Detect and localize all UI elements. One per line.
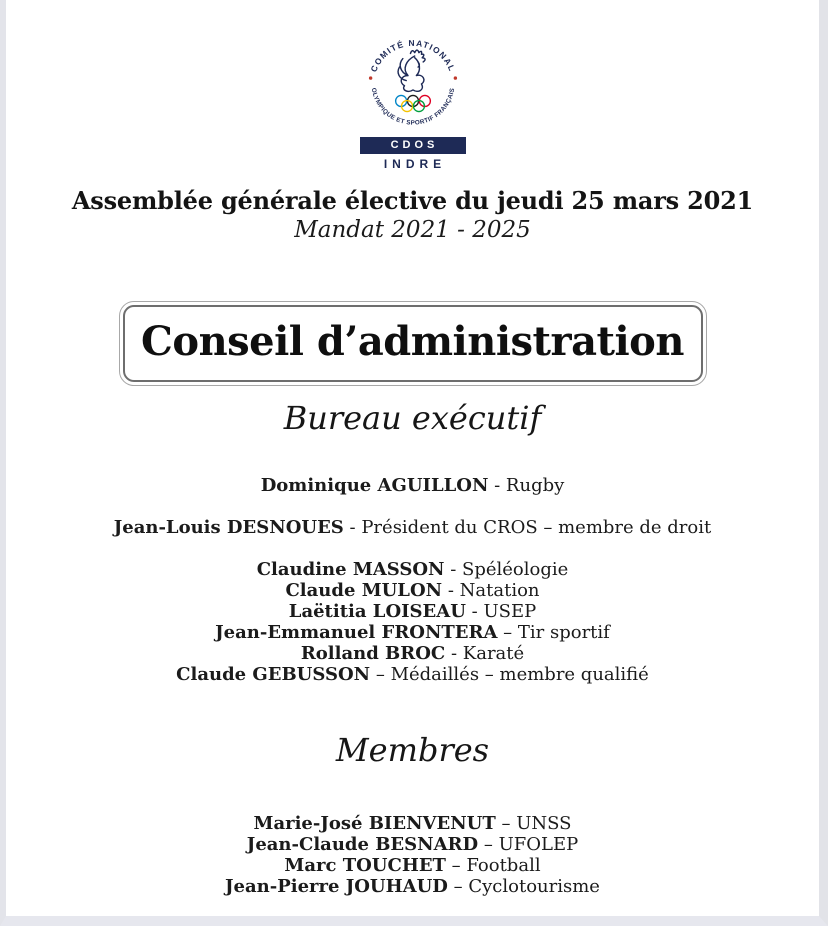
person-name: Jean-Pierre JOUHAUD xyxy=(225,876,448,897)
rooster-icon xyxy=(398,50,425,91)
membres-list xyxy=(6,813,819,897)
person-name: Rolland BROC xyxy=(300,643,446,664)
person-role: – Médaillés – membre qualifié xyxy=(370,664,649,685)
page-subtitle: Mandat 2021 - 2025 xyxy=(294,217,531,243)
main-heading: Conseil d’administration xyxy=(141,318,684,365)
person-line xyxy=(6,559,819,580)
person-role: – Cyclotourisme xyxy=(447,876,600,897)
bureau-list xyxy=(6,475,819,685)
logo-region-label: INDRE xyxy=(383,157,447,171)
person-role: - Karaté xyxy=(445,643,525,664)
section-heading-membres: Membres xyxy=(335,731,490,769)
logo-dot-left xyxy=(368,76,371,79)
person-line xyxy=(6,580,819,601)
person-role: – Football xyxy=(445,855,541,876)
person-line xyxy=(6,876,819,897)
section-heading-bureau: Bureau exécutif xyxy=(283,399,542,437)
person-role: – UNSS xyxy=(495,813,572,834)
cdos-banner: CDOS xyxy=(360,137,466,154)
person-name: Claude GEBUSSON xyxy=(176,664,371,685)
person-name: Jean-Emmanuel FRONTERA xyxy=(215,622,498,643)
person-role: - Natation xyxy=(442,580,540,601)
person-role: - Rugby xyxy=(488,475,565,496)
person-role: - USEP xyxy=(465,601,537,622)
person-line xyxy=(6,834,819,855)
cnosf-emblem-icon xyxy=(362,34,464,134)
person-line xyxy=(6,475,819,496)
person-name: Jean-Claude BESNARD xyxy=(246,834,479,855)
person-name: Dominique AGUILLON xyxy=(260,475,489,496)
main-heading-box-inner xyxy=(123,305,703,382)
person-line xyxy=(6,643,819,664)
cnosf-cdos-logo xyxy=(6,0,819,171)
person-role: - Président du CROS – membre de droit xyxy=(343,517,712,538)
person-line xyxy=(6,601,819,622)
olympic-rings-icon xyxy=(395,95,430,111)
person-role: - Spéléologie xyxy=(444,559,569,580)
logo-arc-top-text: COMITÉ NATIONAL xyxy=(367,37,458,74)
logo-dot-right xyxy=(453,76,456,79)
person-role: – UFOLEP xyxy=(478,834,579,855)
person-line xyxy=(6,517,819,538)
page-title: Assemblée générale élective du jeudi 25 mars 2021 xyxy=(71,186,754,215)
person-line xyxy=(6,664,819,685)
person-name: Claudine MASSON xyxy=(256,559,445,580)
person-name: Marc TOUCHET xyxy=(284,855,446,876)
person-line xyxy=(6,813,819,834)
person-name: Laëtitia LOISEAU xyxy=(288,601,466,622)
person-line xyxy=(6,622,819,643)
person-role: – Tir sportif xyxy=(497,622,610,643)
person-name: Claude MULON xyxy=(285,580,443,601)
person-name: Marie-José BIENVENUT xyxy=(253,813,496,834)
logo-arc-bottom-text: OLYMPIQUE ET SPORTIF FRANÇAIS xyxy=(369,87,456,127)
person-line xyxy=(6,855,819,876)
main-heading-box xyxy=(119,301,707,386)
person-name: Jean-Louis DESNOUES xyxy=(113,517,344,538)
